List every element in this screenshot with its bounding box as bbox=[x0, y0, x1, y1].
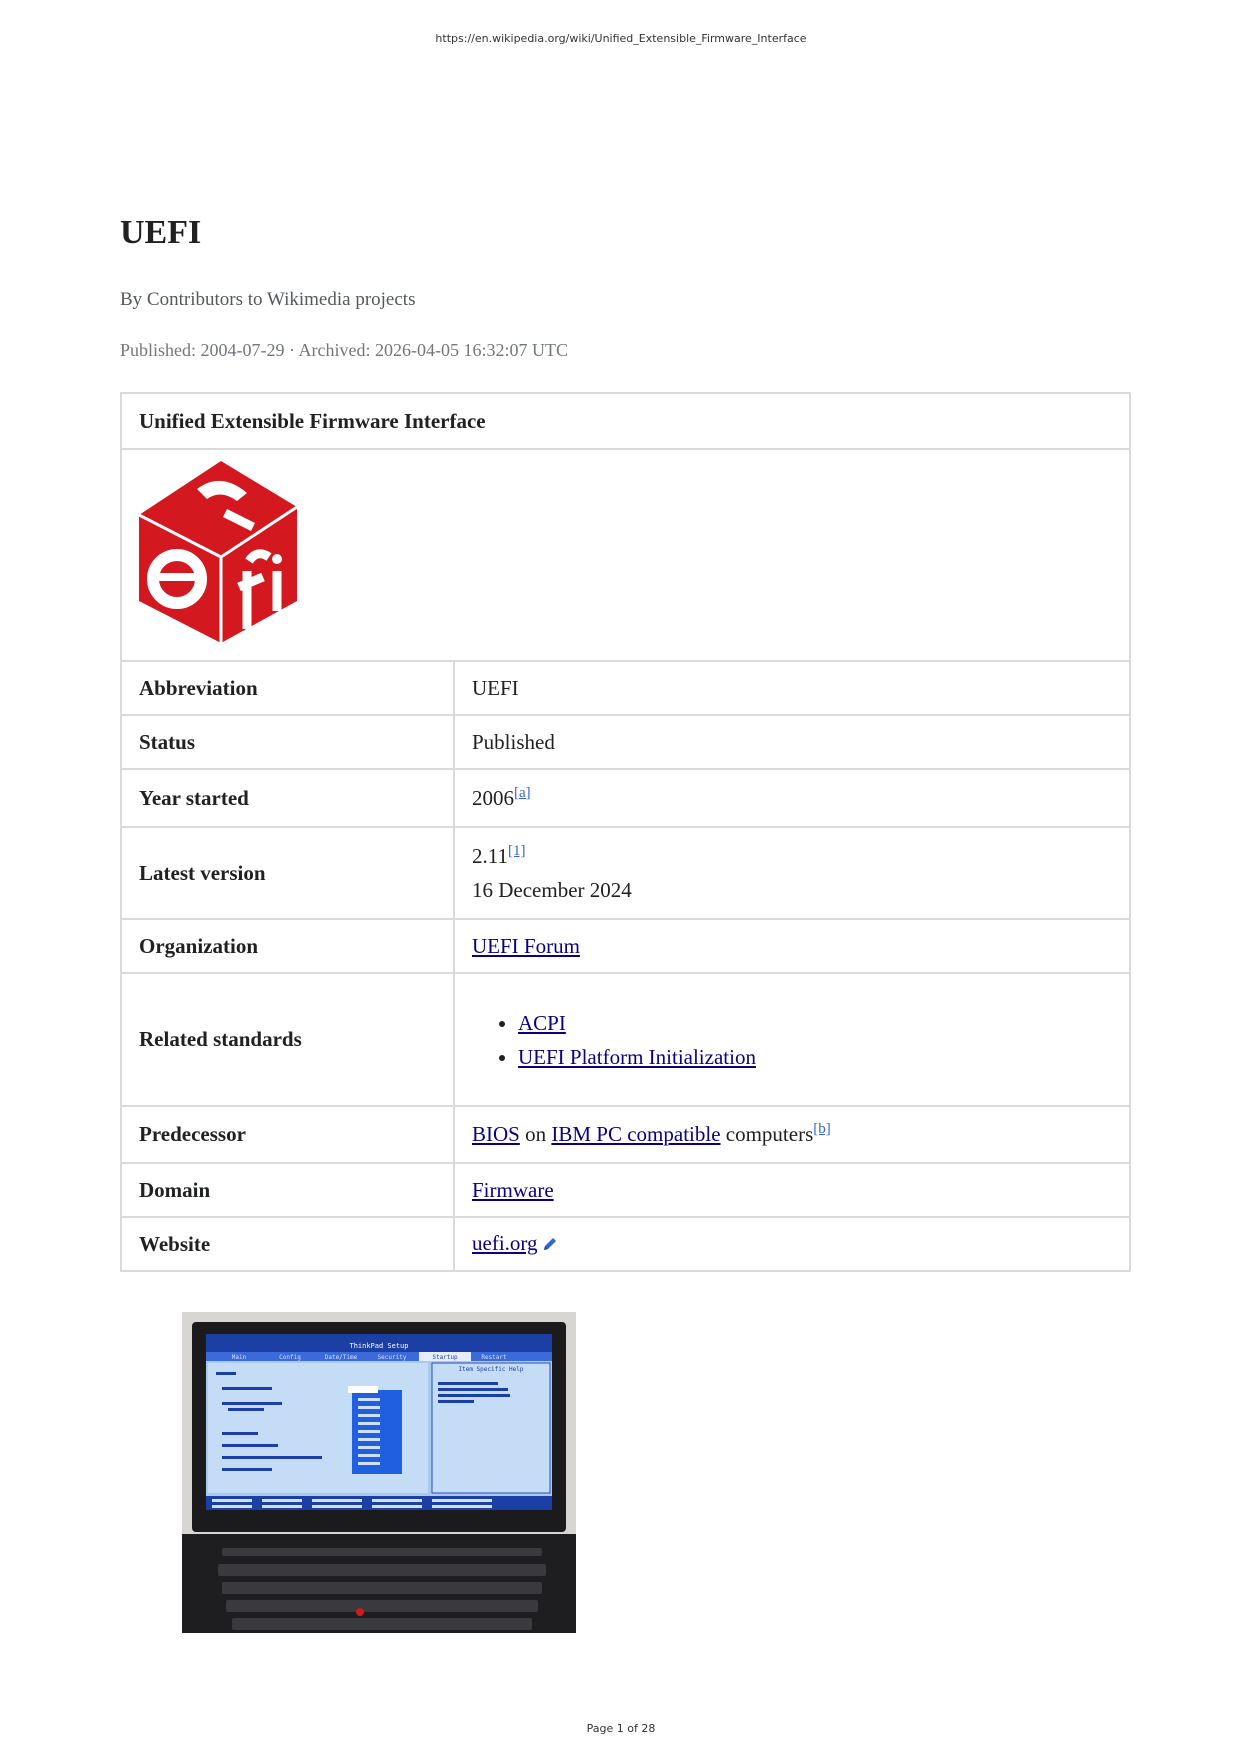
row-value-predecessor bbox=[454, 1106, 1130, 1163]
ref-link-a[interactable]: [a] bbox=[514, 784, 531, 801]
row-label-related-standards: Related standards bbox=[121, 973, 454, 1106]
row-value-status: Published bbox=[454, 715, 1130, 769]
row-label-year-started: Year started bbox=[121, 769, 454, 827]
infobox bbox=[120, 392, 1131, 1272]
setup-title: ThinkPad Setup bbox=[349, 1342, 409, 1350]
pencil-icon[interactable] bbox=[542, 1233, 558, 1258]
help-panel-title: Item Specific Help bbox=[458, 1366, 524, 1373]
setup-menu-startup: Startup bbox=[432, 1354, 458, 1361]
latest-version-date: 16 December 2024 bbox=[472, 878, 632, 902]
row-label-latest-version: Latest version bbox=[121, 827, 454, 919]
ref-link-b[interactable]: [b] bbox=[813, 1121, 831, 1137]
setup-menu-datetime: Date/Time bbox=[324, 1354, 358, 1361]
infobox-caption: Unified Extensible Firmware Interface bbox=[121, 393, 1130, 449]
row-value-domain bbox=[454, 1163, 1130, 1217]
predecessor-text-on: on bbox=[525, 1122, 547, 1146]
row-label-organization: Organization bbox=[121, 919, 454, 973]
uefi-logo-icon bbox=[139, 461, 297, 643]
row-value-organization bbox=[454, 919, 1130, 973]
uefi-forum-link[interactable]: UEFI Forum bbox=[472, 933, 580, 958]
row-value-related-standards bbox=[454, 973, 1130, 1106]
setup-menu-main: Main bbox=[231, 1354, 247, 1361]
row-label-status: Status bbox=[121, 715, 454, 769]
setup-menu-config: Config bbox=[279, 1354, 301, 1361]
row-value-abbreviation: UEFI bbox=[454, 661, 1130, 715]
ref-link-1[interactable]: [1] bbox=[507, 843, 526, 859]
row-value-latest-version bbox=[454, 827, 1130, 919]
laptop-bios-photo bbox=[182, 1312, 576, 1633]
page-url: https://en.wikipedia.org/wiki/Unified_Extensible_Firmware_Interface bbox=[435, 32, 807, 45]
latest-version-number: 2.11 bbox=[472, 844, 508, 868]
setup-menu-restart: Restart bbox=[481, 1354, 507, 1361]
related-standards-list bbox=[472, 1006, 1112, 1074]
setup-menu-security: Security bbox=[377, 1354, 407, 1361]
ibm-pc-compatible-link[interactable]: IBM PC compatible bbox=[551, 1122, 721, 1146]
uefi-pi-link[interactable]: UEFI Platform Initialization bbox=[518, 1044, 756, 1069]
page-title: UEFI bbox=[120, 214, 202, 251]
row-value-year-started bbox=[454, 769, 1130, 827]
bios-link[interactable]: BIOS bbox=[472, 1122, 520, 1146]
row-label-predecessor: Predecessor bbox=[121, 1106, 454, 1163]
acpi-link[interactable]: ACPI bbox=[518, 1010, 566, 1035]
list-item bbox=[518, 1006, 1112, 1040]
firmware-link[interactable]: Firmware bbox=[472, 1177, 554, 1202]
list-item bbox=[518, 1040, 1112, 1074]
byline: By Contributors to Wikimedia projects bbox=[120, 289, 416, 310]
infobox-logo-cell bbox=[121, 449, 1130, 661]
predecessor-text-computers: computers bbox=[725, 1122, 814, 1146]
publication-meta: Published: 2004-07-29 · Archived: 2026-04-05 16:32:07 UTC bbox=[120, 340, 568, 360]
page-footer: Page 1 of 28 bbox=[586, 1722, 656, 1735]
row-label-website: Website bbox=[121, 1217, 454, 1271]
row-label-domain: Domain bbox=[121, 1163, 454, 1217]
row-label-abbreviation: Abbreviation bbox=[121, 661, 454, 715]
row-value-website bbox=[454, 1217, 1130, 1271]
year-started-value: 2006 bbox=[472, 785, 514, 810]
website-link[interactable]: uefi.org bbox=[472, 1230, 538, 1255]
